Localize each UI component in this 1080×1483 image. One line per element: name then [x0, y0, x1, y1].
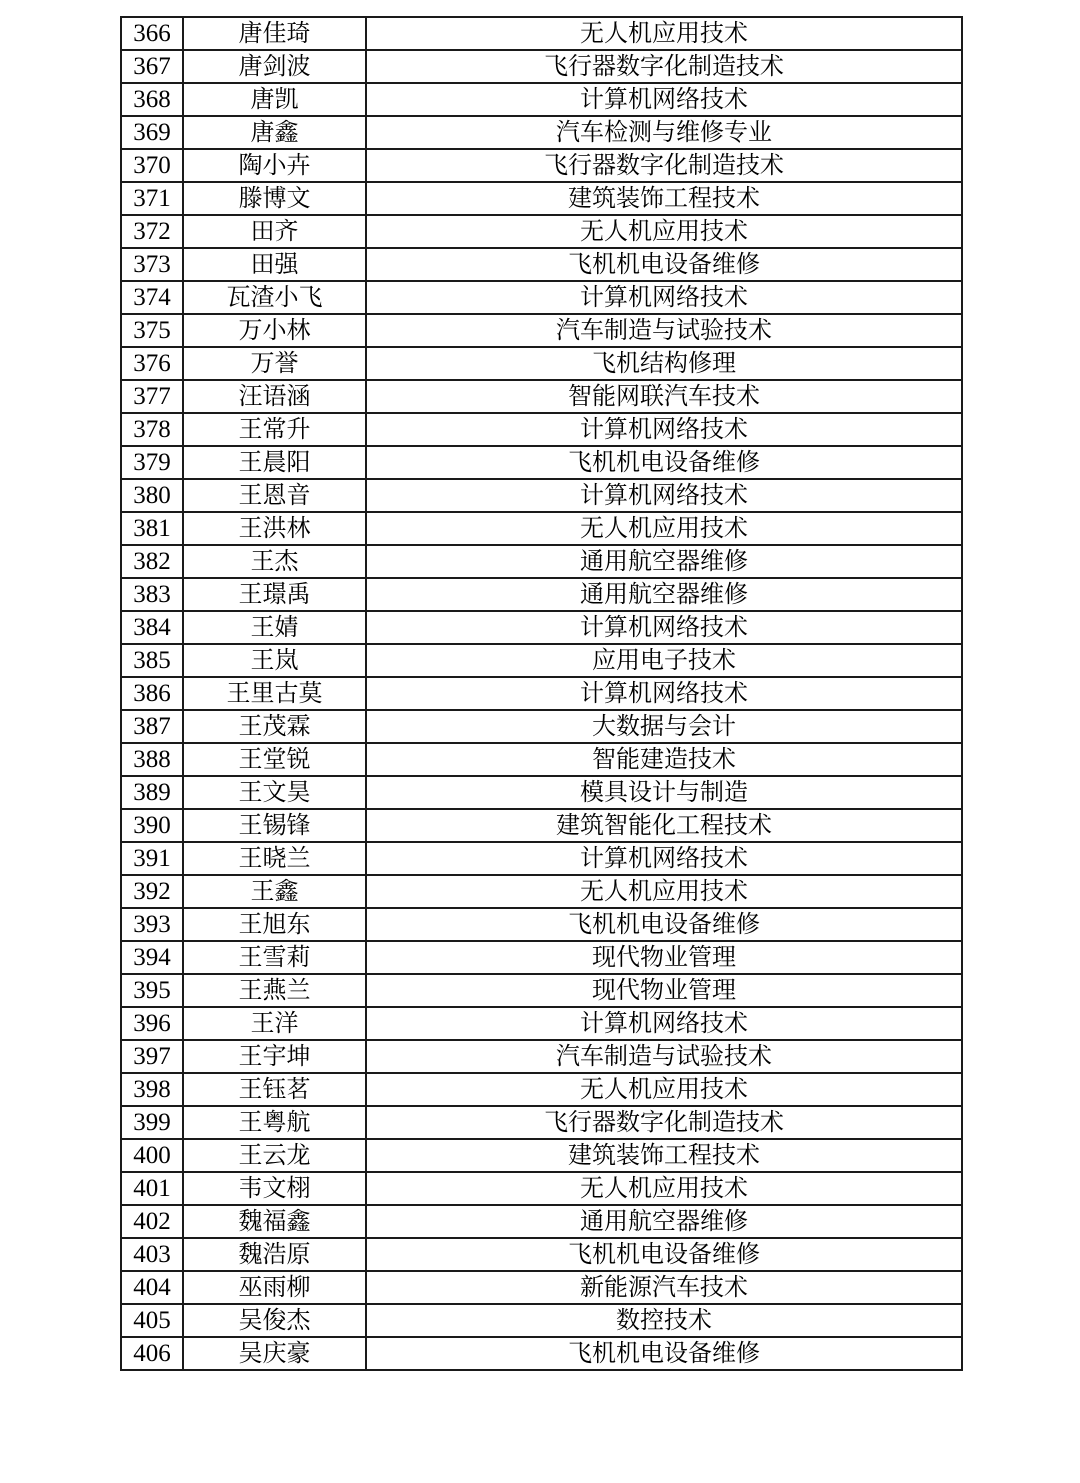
student-name-cell: 唐剑波 [183, 50, 366, 83]
row-number-cell: 376 [121, 347, 183, 380]
major-cell: 建筑装饰工程技术 [366, 182, 962, 215]
row-number-cell: 386 [121, 677, 183, 710]
row-number-cell: 366 [121, 17, 183, 50]
row-number-cell: 390 [121, 809, 183, 842]
row-number-cell: 373 [121, 248, 183, 281]
row-number-cell: 397 [121, 1040, 183, 1073]
major-cell: 飞机机电设备维修 [366, 248, 962, 281]
table-row [121, 1205, 962, 1238]
row-number-cell: 385 [121, 644, 183, 677]
student-name-cell: 王洪林 [183, 512, 366, 545]
table-row [121, 611, 962, 644]
row-number-cell: 394 [121, 941, 183, 974]
table-row [121, 842, 962, 875]
major-cell: 建筑装饰工程技术 [366, 1139, 962, 1172]
major-cell: 通用航空器维修 [366, 545, 962, 578]
row-number-cell: 399 [121, 1106, 183, 1139]
table-row [121, 644, 962, 677]
major-cell: 计算机网络技术 [366, 281, 962, 314]
table-row [121, 809, 962, 842]
student-name-cell: 王洋 [183, 1007, 366, 1040]
row-number-cell: 384 [121, 611, 183, 644]
table-row [121, 545, 962, 578]
student-name-cell: 韦文栩 [183, 1172, 366, 1205]
major-cell: 计算机网络技术 [366, 842, 962, 875]
major-cell: 大数据与会计 [366, 710, 962, 743]
table-row [121, 710, 962, 743]
major-cell: 飞机机电设备维修 [366, 908, 962, 941]
major-cell: 无人机应用技术 [366, 1073, 962, 1106]
student-name-cell: 滕博文 [183, 182, 366, 215]
table-row [121, 380, 962, 413]
major-cell: 应用电子技术 [366, 644, 962, 677]
table-row [121, 677, 962, 710]
row-number-cell: 387 [121, 710, 183, 743]
row-number-cell: 395 [121, 974, 183, 1007]
table-row [121, 116, 962, 149]
student-name-cell: 田强 [183, 248, 366, 281]
table-row [121, 1106, 962, 1139]
major-cell: 数控技术 [366, 1304, 962, 1337]
student-name-cell: 陶小卉 [183, 149, 366, 182]
major-cell: 新能源汽车技术 [366, 1271, 962, 1304]
major-cell: 计算机网络技术 [366, 611, 962, 644]
row-number-cell: 375 [121, 314, 183, 347]
student-name-cell: 魏浩原 [183, 1238, 366, 1271]
row-number-cell: 372 [121, 215, 183, 248]
student-name-cell: 王恩音 [183, 479, 366, 512]
row-number-cell: 382 [121, 545, 183, 578]
table-row [121, 1238, 962, 1271]
major-cell: 模具设计与制造 [366, 776, 962, 809]
major-cell: 飞机机电设备维修 [366, 1337, 962, 1370]
major-cell: 智能网联汽车技术 [366, 380, 962, 413]
table-row [121, 50, 962, 83]
major-cell: 计算机网络技术 [366, 83, 962, 116]
student-name-cell: 王文昊 [183, 776, 366, 809]
major-cell: 汽车制造与试验技术 [366, 314, 962, 347]
row-number-cell: 398 [121, 1073, 183, 1106]
table-row [121, 875, 962, 908]
row-number-cell: 406 [121, 1337, 183, 1370]
table-row [121, 83, 962, 116]
major-cell: 飞机机电设备维修 [366, 446, 962, 479]
student-name-cell: 王钰茗 [183, 1073, 366, 1106]
student-name-cell: 巫雨柳 [183, 1271, 366, 1304]
major-cell: 计算机网络技术 [366, 413, 962, 446]
table-row [121, 281, 962, 314]
student-name-cell: 王旭东 [183, 908, 366, 941]
student-name-cell: 王锡锋 [183, 809, 366, 842]
row-number-cell: 388 [121, 743, 183, 776]
student-name-cell: 王云龙 [183, 1139, 366, 1172]
major-cell: 无人机应用技术 [366, 512, 962, 545]
major-cell: 建筑智能化工程技术 [366, 809, 962, 842]
table-row [121, 1172, 962, 1205]
major-cell: 计算机网络技术 [366, 479, 962, 512]
major-cell: 通用航空器维修 [366, 1205, 962, 1238]
table-row [121, 314, 962, 347]
student-name-cell: 王岚 [183, 644, 366, 677]
major-cell: 通用航空器维修 [366, 578, 962, 611]
major-cell: 计算机网络技术 [366, 1007, 962, 1040]
major-cell: 无人机应用技术 [366, 17, 962, 50]
row-number-cell: 389 [121, 776, 183, 809]
row-number-cell: 378 [121, 413, 183, 446]
row-number-cell: 377 [121, 380, 183, 413]
row-number-cell: 401 [121, 1172, 183, 1205]
table-row [121, 347, 962, 380]
student-name-cell: 魏福鑫 [183, 1205, 366, 1238]
major-cell: 飞机结构修理 [366, 347, 962, 380]
student-name-cell: 王杰 [183, 545, 366, 578]
table-row [121, 1304, 962, 1337]
table-row [121, 1337, 962, 1370]
student-name-cell: 吴俊杰 [183, 1304, 366, 1337]
table-row [121, 941, 962, 974]
student-name-cell: 王晨阳 [183, 446, 366, 479]
student-name-cell: 王鑫 [183, 875, 366, 908]
table-row [121, 1271, 962, 1304]
major-cell: 汽车检测与维修专业 [366, 116, 962, 149]
row-number-cell: 400 [121, 1139, 183, 1172]
student-name-cell: 万小林 [183, 314, 366, 347]
row-number-cell: 391 [121, 842, 183, 875]
major-cell: 现代物业管理 [366, 941, 962, 974]
major-cell: 飞行器数字化制造技术 [366, 50, 962, 83]
row-number-cell: 403 [121, 1238, 183, 1271]
student-name-cell: 王燕兰 [183, 974, 366, 1007]
student-name-cell: 唐鑫 [183, 116, 366, 149]
row-number-cell: 370 [121, 149, 183, 182]
row-number-cell: 367 [121, 50, 183, 83]
row-number-cell: 368 [121, 83, 183, 116]
table-row [121, 974, 962, 1007]
student-name-cell: 王堂锐 [183, 743, 366, 776]
student-name-cell: 王婧 [183, 611, 366, 644]
major-cell: 无人机应用技术 [366, 1172, 962, 1205]
table-row [121, 248, 962, 281]
major-cell: 飞机机电设备维修 [366, 1238, 962, 1271]
major-cell: 现代物业管理 [366, 974, 962, 1007]
student-name-cell: 王里古莫 [183, 677, 366, 710]
student-name-cell: 唐凯 [183, 83, 366, 116]
table-row [121, 1139, 962, 1172]
table-row [121, 1040, 962, 1073]
roster-body [121, 17, 962, 1370]
table-row [121, 413, 962, 446]
student-name-cell: 王宇坤 [183, 1040, 366, 1073]
row-number-cell: 374 [121, 281, 183, 314]
table-row [121, 908, 962, 941]
student-name-cell: 田齐 [183, 215, 366, 248]
table-row [121, 17, 962, 50]
student-name-cell: 万誉 [183, 347, 366, 380]
major-cell: 无人机应用技术 [366, 215, 962, 248]
student-name-cell: 王璟禹 [183, 578, 366, 611]
student-name-cell: 王雪莉 [183, 941, 366, 974]
row-number-cell: 392 [121, 875, 183, 908]
table-row [121, 149, 962, 182]
major-cell: 飞行器数字化制造技术 [366, 1106, 962, 1139]
major-cell: 飞行器数字化制造技术 [366, 149, 962, 182]
table-row [121, 1073, 962, 1106]
row-number-cell: 369 [121, 116, 183, 149]
row-number-cell: 380 [121, 479, 183, 512]
table-row [121, 776, 962, 809]
row-number-cell: 371 [121, 182, 183, 215]
major-cell: 计算机网络技术 [366, 677, 962, 710]
student-name-cell: 王晓兰 [183, 842, 366, 875]
table-row [121, 512, 962, 545]
student-name-cell: 王茂霖 [183, 710, 366, 743]
student-name-cell: 唐佳琦 [183, 17, 366, 50]
row-number-cell: 396 [121, 1007, 183, 1040]
row-number-cell: 379 [121, 446, 183, 479]
row-number-cell: 393 [121, 908, 183, 941]
row-number-cell: 405 [121, 1304, 183, 1337]
student-name-cell: 王粤航 [183, 1106, 366, 1139]
table-row [121, 479, 962, 512]
row-number-cell: 383 [121, 578, 183, 611]
table-row [121, 1007, 962, 1040]
major-cell: 智能建造技术 [366, 743, 962, 776]
student-roster-table [120, 16, 963, 1371]
student-name-cell: 汪语涵 [183, 380, 366, 413]
row-number-cell: 402 [121, 1205, 183, 1238]
major-cell: 无人机应用技术 [366, 875, 962, 908]
student-name-cell: 瓦渣小飞 [183, 281, 366, 314]
student-name-cell: 王常升 [183, 413, 366, 446]
table-row [121, 182, 962, 215]
table-row [121, 743, 962, 776]
table-row [121, 446, 962, 479]
table-row [121, 215, 962, 248]
major-cell: 汽车制造与试验技术 [366, 1040, 962, 1073]
table-row [121, 578, 962, 611]
student-name-cell: 吴庆豪 [183, 1337, 366, 1370]
row-number-cell: 404 [121, 1271, 183, 1304]
row-number-cell: 381 [121, 512, 183, 545]
